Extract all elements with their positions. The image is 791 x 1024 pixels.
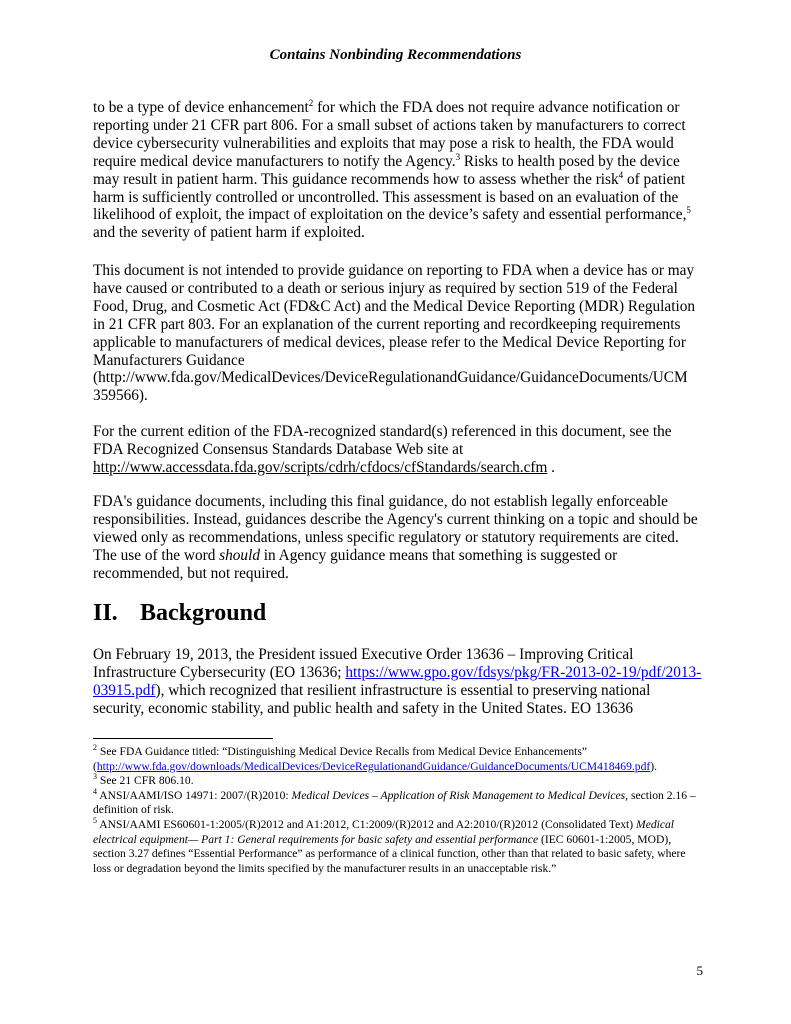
footnote-4: $^4$ ANSI/AAMI/ISO 14971: 2007/(R)2010: Medical Devices – Application of Risk Management to Medical Devices, section 2.16 – definition of risk. (93, 786, 696, 817)
footnote-ref-3[interactable]: 3 (455, 151, 461, 162)
footnote-ref-4[interactable]: 4 (618, 169, 624, 180)
section-heading-background (93, 600, 266, 627)
recalls-guidance-link[interactable]: http://www.fda.gov/downloads/MedicalDevices/DeviceRegulationandGuidance/GuidanceDocuments/UCM418469.pdf (96, 759, 651, 773)
page-header: Contains Nonbinding Recommendations (269, 47, 522, 63)
footnote-5: $^5$ ANSI/AAMI ES60601-1:2005/(R)2012 and A1:2012, C1:2009/(R)2012 and A2:2010/(R)2012 (Consolidated Text) Medical electrical equipment— Part 1: General requirements for basic safety and essential performance (IEC 60601-1:2005, MOD), section 3.27 defines “Essential Performance” as performance of a clinical function, other than that related to basic safety, where loss or degradation beyond the limits specified by the manufacturer results in an unacceptable risk.” (93, 816, 686, 875)
page-number: 5 (696, 963, 703, 978)
eo-13636-link[interactable]: https://www.gpo.gov/fdsys/pkg/FR-2013-02-19/pdf/2013-03915.pdf (93, 663, 702, 699)
section-number: II. (93, 600, 118, 626)
footnote-ref-5[interactable]: 5 (686, 205, 691, 216)
footnote-3: $^3$ See 21 CFR 806.10. (93, 772, 194, 788)
footnote-ref-2[interactable]: 2 (308, 97, 314, 108)
footnote-divider (93, 738, 273, 739)
paragraph-guidance-disclaimer: FDA's guidance documents, including this final guidance, do not establish legally enforceable responsibilities. Instead, guidances describe the Agency's current thinking on a topic and should be viewed only as recommendations, unless specific regulatory or statutory requirements are cited. The use of the word should in Agency guidance means that something is suggested or recommended, but not required. (93, 493, 698, 582)
paragraph-executive-order: On February 19, 2013, the President issued Executive Order 13636 – Improving Critical Infrastructure Cybersecurity (EO 13636; https://www.gpo.gov/fdsys/pkg/FR-2013-02-19/pdf/2013-03915.pdf), which recognized that resilient infrastructure is essential to preserving national security, economic stability, and public health and safety in the United States. EO 13636 (93, 646, 702, 717)
paragraph-standards: For the current edition of the FDA-recognized standard(s) referenced in this document, see the FDA Recognized Consensus Standards Database Web site at http://www.accessdata.fda.gov/scripts/cdrh/cfdocs/cfStandards/search.cfm . (93, 423, 672, 476)
footnote-2: $^2$ See FDA Guidance titled: “Distinguishing Medical Device Recalls from Medical Device Enhancements” (http://www.fda.gov/downloads/MedicalDevices/DeviceRegulationandGuidance/GuidanceDocuments/UCM418469.pdf). (93, 743, 658, 773)
section-title: Background (140, 600, 267, 626)
standards-database-link[interactable]: http://www.accessdata.fda.gov/scripts/cdrh/cfdocs/cfStandards/search.cfm (93, 458, 548, 476)
paragraph-reporting: This document is not intended to provide guidance on reporting to FDA when a device has or may have caused or contributed to a death or serious injury as required by section 519 of the Federal Food, Drug, and Cosmetic Act (FD&C Act) and the Medical Device Reporting (MDR) Regulation in 21 CFR part 803. For an explanation of the current reporting and recordkeeping requirements applicable to manufacturers of medical devices, please refer to the Medical Device Reporting for Manufacturers Guidance (http://www.fda.gov/MedicalDevices/DeviceRegulationandGuidance/GuidanceDocuments/UCM 359566). (93, 262, 696, 405)
mdr-guidance-url: (http://www.fda.gov/MedicalDevices/DeviceRegulationandGuidance/GuidanceDocuments/UCM (93, 369, 688, 387)
paragraph-enhancement: to be a type of device enhancement$^2$ for which the FDA does not require advance notification or reporting under 21 CFR part 806. For a small subset of actions taken by manufacturers to correct device cybersecurity vulnerabilities and exploits that may pose a risk to health, the FDA would require medical device manufacturers to notify the Agency.$^3$ Risks to health posed by the device may result in patient harm. This guidance recommends how to assess whether the risk$^4$ of patient harm is sufficiently controlled or uncontrolled. This assessment is based on an evaluation of the likelihood of exploit, the impact of exploitation on the device’s safety and essential performance,$^5$ and the severity of patient harm if exploited. (93, 97, 691, 242)
footnotes (93, 745, 705, 876)
